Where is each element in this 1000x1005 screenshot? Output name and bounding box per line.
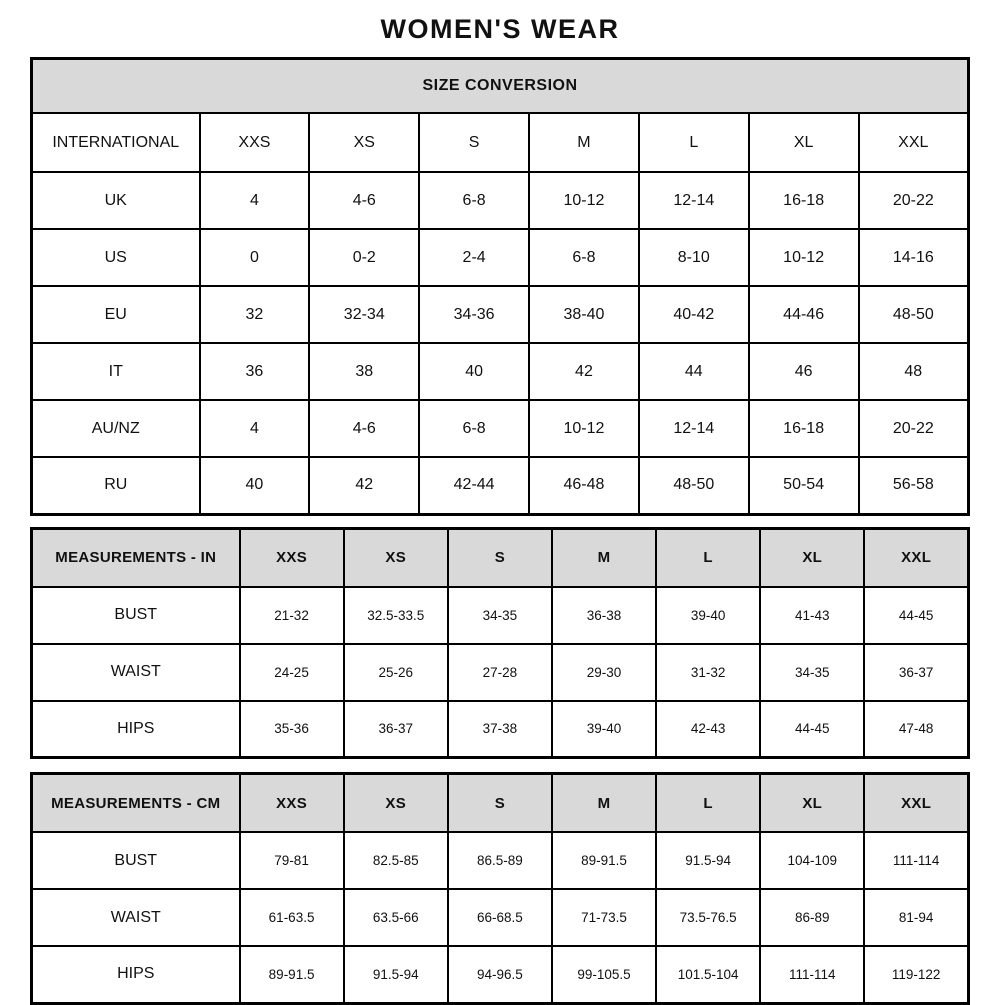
corner-header: INTERNATIONAL — [32, 113, 200, 172]
cell-value: 10-12 — [529, 400, 639, 457]
row-label: WAIST — [32, 644, 240, 701]
cell-value: 16-18 — [749, 172, 859, 229]
size-column-header: S — [448, 774, 552, 833]
corner-header: MEASUREMENTS - CM — [32, 774, 240, 833]
table-row — [32, 832, 969, 889]
size-column-header: XXL — [864, 528, 968, 587]
row-label: BUST — [32, 832, 240, 889]
cell-value: 48-50 — [639, 457, 749, 514]
cell-value: 27-28 — [448, 644, 552, 701]
cell-value: 37-38 — [448, 701, 552, 758]
size-column-header: M — [552, 528, 656, 587]
cell-value: 86-89 — [760, 889, 864, 946]
row-label: IT — [32, 343, 200, 400]
cell-value: 35-36 — [240, 701, 344, 758]
table-row — [32, 286, 969, 343]
measurements-cm-header-row — [32, 774, 969, 833]
cell-value: 81-94 — [864, 889, 968, 946]
cell-value: 36-37 — [344, 701, 448, 758]
cell-value: 20-22 — [859, 172, 969, 229]
size-column-header: XL — [760, 528, 864, 587]
cell-value: 111-114 — [760, 946, 864, 1003]
cell-value: 91.5-94 — [656, 832, 760, 889]
size-column-header: XS — [309, 113, 419, 172]
cell-value: 21-32 — [240, 587, 344, 644]
size-column-header: M — [552, 774, 656, 833]
cell-value: 50-54 — [749, 457, 859, 514]
size-conversion-header-row — [32, 113, 969, 172]
size-column-header: XL — [749, 113, 859, 172]
table-caption-row — [32, 59, 969, 114]
cell-value: 6-8 — [529, 229, 639, 286]
measurements-cm-table — [30, 772, 970, 1005]
cell-value: 40 — [419, 343, 529, 400]
cell-value: 8-10 — [639, 229, 749, 286]
cell-value: 89-91.5 — [240, 946, 344, 1003]
cell-value: 41-43 — [760, 587, 864, 644]
row-label: AU/NZ — [32, 400, 200, 457]
cell-value: 104-109 — [760, 832, 864, 889]
row-label: HIPS — [32, 701, 240, 758]
cell-value: 46-48 — [529, 457, 639, 514]
cell-value: 71-73.5 — [552, 889, 656, 946]
cell-value: 47-48 — [864, 701, 968, 758]
cell-value: 66-68.5 — [448, 889, 552, 946]
cell-value: 25-26 — [344, 644, 448, 701]
cell-value: 48 — [859, 343, 969, 400]
size-conversion-table — [30, 57, 970, 516]
cell-value: 12-14 — [639, 400, 749, 457]
row-label: WAIST — [32, 889, 240, 946]
cell-value: 86.5-89 — [448, 832, 552, 889]
cell-value: 34-35 — [760, 644, 864, 701]
table-row — [32, 587, 969, 644]
cell-value: 4 — [200, 172, 310, 229]
cell-value: 48-50 — [859, 286, 969, 343]
cell-value: 39-40 — [656, 587, 760, 644]
cell-value: 4-6 — [309, 400, 419, 457]
cell-value: 6-8 — [419, 172, 529, 229]
table-row — [32, 457, 969, 514]
cell-value: 91.5-94 — [344, 946, 448, 1003]
cell-value: 94-96.5 — [448, 946, 552, 1003]
cell-value: 0-2 — [309, 229, 419, 286]
cell-value: 36-38 — [552, 587, 656, 644]
size-column-header: XS — [344, 528, 448, 587]
table-row — [32, 400, 969, 457]
cell-value: 38-40 — [529, 286, 639, 343]
row-label: UK — [32, 172, 200, 229]
table-row — [32, 172, 969, 229]
table-row — [32, 229, 969, 286]
cell-value: 63.5-66 — [344, 889, 448, 946]
table-row — [32, 343, 969, 400]
cell-value: 31-32 — [656, 644, 760, 701]
cell-value: 32-34 — [309, 286, 419, 343]
size-column-header: XXS — [200, 113, 310, 172]
size-column-header: M — [529, 113, 639, 172]
cell-value: 73.5-76.5 — [656, 889, 760, 946]
size-column-header: XXL — [864, 774, 968, 833]
size-column-header: L — [639, 113, 749, 172]
cell-value: 32.5-33.5 — [344, 587, 448, 644]
cell-value: 101.5-104 — [656, 946, 760, 1003]
cell-value: 34-36 — [419, 286, 529, 343]
cell-value: 42 — [529, 343, 639, 400]
cell-value: 2-4 — [419, 229, 529, 286]
row-label: RU — [32, 457, 200, 514]
size-column-header: L — [656, 528, 760, 587]
measurements-in-header-row — [32, 528, 969, 587]
cell-value: 42 — [309, 457, 419, 514]
cell-value: 36 — [200, 343, 310, 400]
cell-value: 4-6 — [309, 172, 419, 229]
row-label: BUST — [32, 587, 240, 644]
cell-value: 39-40 — [552, 701, 656, 758]
cell-value: 99-105.5 — [552, 946, 656, 1003]
cell-value: 111-114 — [864, 832, 968, 889]
measurements-in-table — [30, 527, 970, 760]
cell-value: 10-12 — [749, 229, 859, 286]
size-column-header: XL — [760, 774, 864, 833]
cell-value: 40-42 — [639, 286, 749, 343]
cell-value: 16-18 — [749, 400, 859, 457]
size-column-header: S — [419, 113, 529, 172]
cell-value: 38 — [309, 343, 419, 400]
row-label: EU — [32, 286, 200, 343]
cell-value: 20-22 — [859, 400, 969, 457]
cell-value: 12-14 — [639, 172, 749, 229]
cell-value: 0 — [200, 229, 310, 286]
cell-value: 36-37 — [864, 644, 968, 701]
cell-value: 10-12 — [529, 172, 639, 229]
row-label: HIPS — [32, 946, 240, 1003]
cell-value: 119-122 — [864, 946, 968, 1003]
cell-value: 79-81 — [240, 832, 344, 889]
table-row — [32, 889, 969, 946]
size-column-header: S — [448, 528, 552, 587]
size-column-header: L — [656, 774, 760, 833]
table-row — [32, 701, 969, 758]
cell-value: 61-63.5 — [240, 889, 344, 946]
cell-value: 56-58 — [859, 457, 969, 514]
table-row — [32, 946, 969, 1003]
cell-value: 44-46 — [749, 286, 859, 343]
cell-value: 44-45 — [760, 701, 864, 758]
cell-value: 24-25 — [240, 644, 344, 701]
cell-value: 4 — [200, 400, 310, 457]
cell-value: 44-45 — [864, 587, 968, 644]
cell-value: 42-43 — [656, 701, 760, 758]
cell-value: 40 — [200, 457, 310, 514]
cell-value: 6-8 — [419, 400, 529, 457]
row-label: US — [32, 229, 200, 286]
cell-value: 42-44 — [419, 457, 529, 514]
cell-value: 89-91.5 — [552, 832, 656, 889]
size-conversion-caption: SIZE CONVERSION — [32, 59, 969, 114]
table-row — [32, 644, 969, 701]
size-column-header: XXS — [240, 774, 344, 833]
cell-value: 14-16 — [859, 229, 969, 286]
cell-value: 44 — [639, 343, 749, 400]
size-column-header: XS — [344, 774, 448, 833]
cell-value: 29-30 — [552, 644, 656, 701]
cell-value: 82.5-85 — [344, 832, 448, 889]
size-column-header: XXS — [240, 528, 344, 587]
cell-value: 34-35 — [448, 587, 552, 644]
size-column-header: XXL — [859, 113, 969, 172]
cell-value: 32 — [200, 286, 310, 343]
page-title: WOMEN'S WEAR — [380, 14, 620, 44]
cell-value: 46 — [749, 343, 859, 400]
corner-header: MEASUREMENTS - IN — [32, 528, 240, 587]
